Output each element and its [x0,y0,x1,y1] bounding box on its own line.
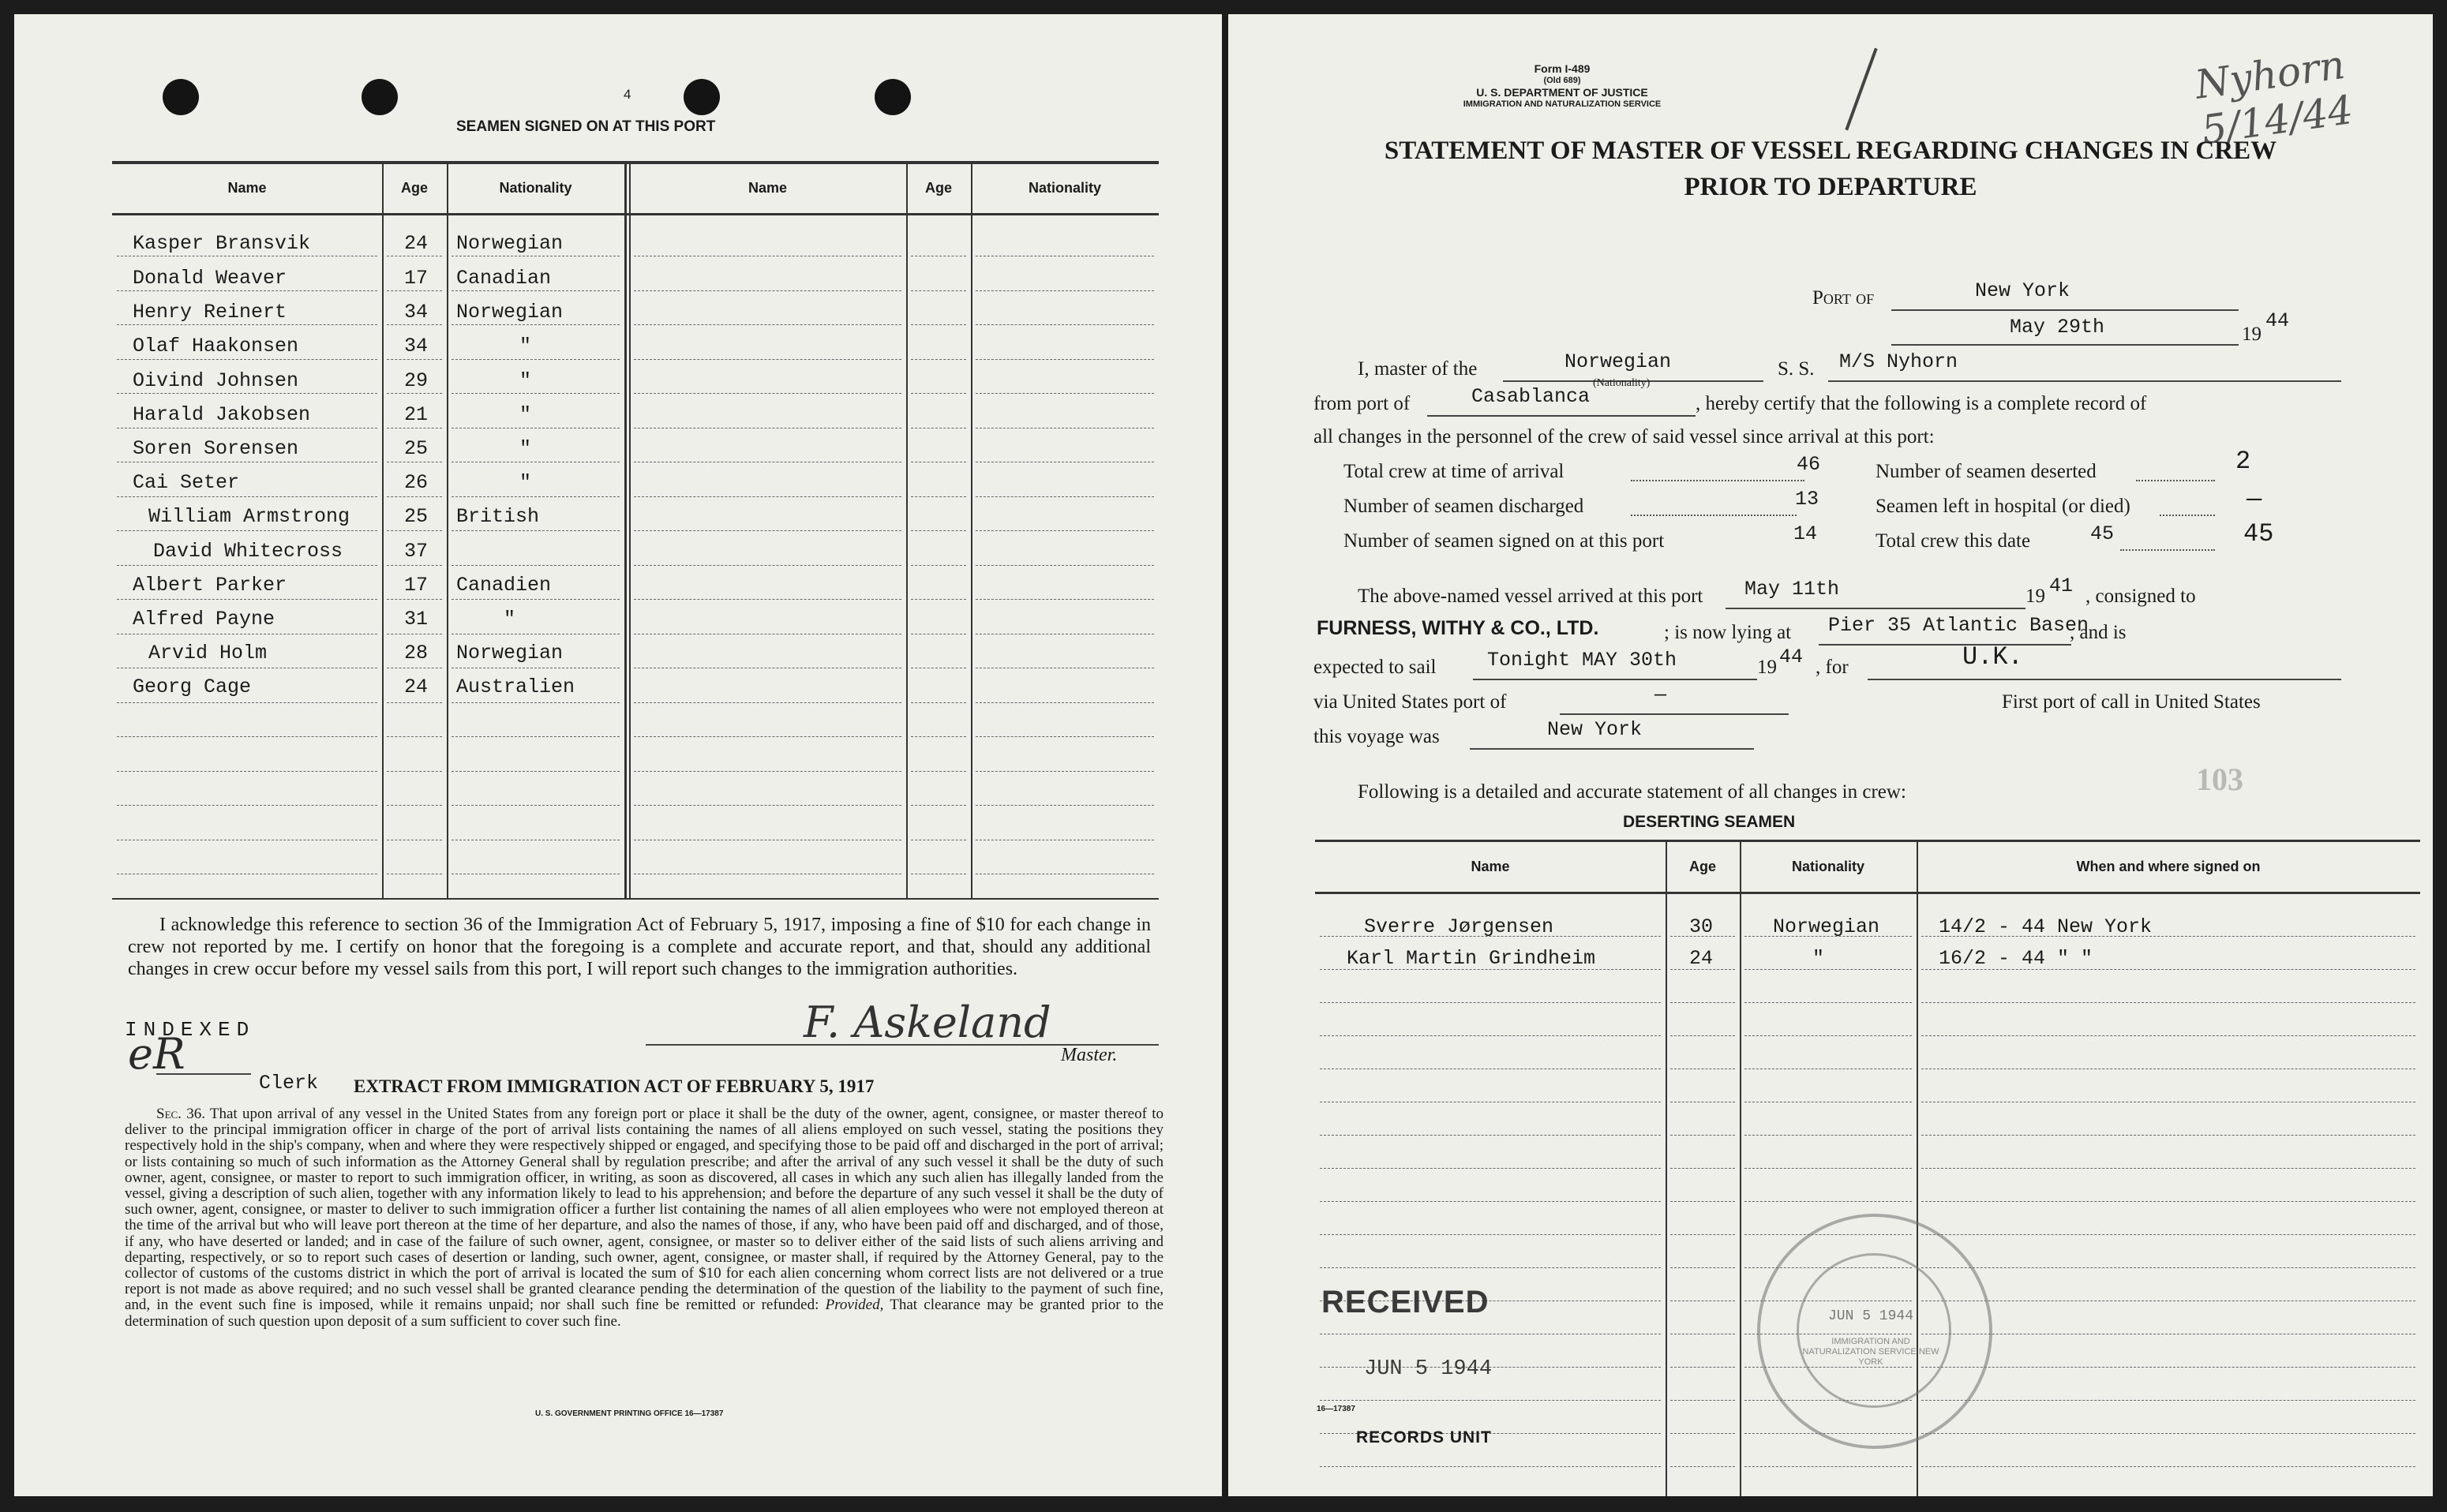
table-rule [1921,1168,2415,1169]
discharged-label: Number of seamen discharged [1343,496,1584,517]
seaman-name: Arvid Holm [148,642,268,664]
table-rule [976,599,1154,600]
table-rule [452,805,620,806]
first-port-label: First port of call in United States [2002,691,2261,713]
table-rule [387,805,442,806]
table-rule [911,565,966,566]
punch-hole [875,79,911,115]
table-rule [1744,1201,1912,1202]
nationality-value: Norwegian [1565,350,1672,373]
table-rule [634,771,901,772]
table-rule [634,599,901,600]
seaman-nationality: " [519,471,532,494]
table-rule [117,736,377,737]
section-title: SEAMEN SIGNED ON AT THIS PORT [456,118,716,135]
lying-label: ; is now lying at [1664,622,1792,643]
table-rule [1670,1433,1735,1434]
col-nationality: Nationality [499,180,572,196]
table-rule [1320,1168,1661,1169]
table-rule [117,393,377,394]
form-number: Form I-489 [1534,62,1591,75]
table-rule [634,530,901,531]
table-rule [117,565,377,566]
seaman-name: Oivind Johnsen [133,369,299,392]
table-rule [117,324,377,325]
table-rule [1921,1002,2415,1003]
table-rule [976,565,1154,566]
seaman-nationality: British [456,505,540,528]
table-rule [387,702,442,703]
faint-number: 103 [2196,762,2243,797]
arrived-label: The above-named vessel arrived at this port [1358,586,1703,607]
via-value: — [1654,683,1667,706]
punch-hole [684,79,720,115]
master-label: Master. [1061,1045,1118,1065]
table-rule [1320,1035,1661,1036]
table-rule [452,530,620,531]
table-rule [976,290,1154,291]
seaman-nationality: " [519,369,532,392]
following-label: Following is a detailed and accurate statement of all changes in crew: [1358,781,1906,803]
master-signature: F. Askeland [804,997,1051,1047]
table-rule [1921,1367,2415,1368]
table-rule [387,736,442,737]
desert-col-name: Name [1471,859,1510,874]
nationality-caption: (Nationality) [1593,377,1651,389]
discharged-value: 13 [1795,488,1819,511]
seaman-name: Donald Weaver [133,267,287,290]
table-rule [387,496,442,497]
certify-text-2: all changes in the personnel of the crew of said vessel since arrival at this port: [1313,426,1935,447]
from-port-value: Casablanca [1471,385,1591,408]
deserter-name: Karl Martin Grindheim [1347,947,1596,970]
table-rule [452,290,620,291]
table-rule [1320,1135,1661,1136]
table-rule [911,324,966,325]
table-rule [117,530,377,531]
ss-label: S. S. [1778,358,1815,380]
seaman-age: 26 [404,471,429,494]
deserter-nationality: Norwegian [1773,915,1880,938]
table-rule [634,805,901,806]
table-rule [1921,1201,2415,1202]
hospital-label: Seamen left in hospital (or died) [1876,496,2130,517]
table-rule [1921,1135,2415,1136]
desert-col-signed: When and where signed on [2076,859,2261,874]
crew-arrival-value: 46 [1797,453,1821,476]
seaman-name: Georg Cage [133,676,252,698]
signed-on-value: 14 [1793,522,1818,545]
desert-col-nationality: Nationality [1791,859,1864,874]
table-rule [387,428,442,429]
table-rule [1921,1267,2415,1268]
deserter-signed: 14/2 - 44 New York [1939,915,2153,938]
table-rule [634,393,901,394]
seaman-nationality: " [519,437,532,460]
table-rule [976,530,1154,531]
table-rule [1670,1002,1735,1003]
col-nationality-2: Nationality [1028,180,1101,196]
certify-text: , hereby certify that the following is a complete record of [1696,393,2147,414]
seaman-name: William Armstrong [148,505,350,528]
table-rule [634,428,901,429]
table-rule [117,702,377,703]
total-today-margin: 45 [2243,519,2274,548]
acknowledgement-text: I acknowledge this reference to section 36 of the Immigration Act of February 5, 1917, imposing a fine of $10 for each change in crew not reported by me. I certify on honor that the foregoing is a complete and accurate report, and that, should any additional changes in crew occur before my vessel sails from this port, I will report such changes to the immigration authorities. [128,915,1151,979]
table-rule [1670,1267,1735,1268]
seaman-name: David Whitecross [153,540,343,563]
seaman-name: Henry Reinert [133,301,287,324]
table-rule [634,290,901,291]
table-rule [452,599,620,600]
consigned-label: , consigned to [2085,586,2196,607]
table-rule [117,290,377,291]
expected-label: expected to sail [1313,657,1437,678]
form-title [1228,133,2433,205]
and-is-label: , and is [2070,622,2127,643]
table-rule [1320,1234,1661,1235]
table-rule [452,393,620,394]
deserter-age: 30 [1689,915,1714,938]
seaman-age: 34 [404,335,429,357]
hospital-value: — [2247,485,2262,514]
table-rule [634,565,901,566]
clerk-initials-mark: eR [128,1029,185,1079]
col-age-2: Age [924,180,952,196]
table-rule [634,736,901,737]
table-rule [976,771,1154,772]
table-rule [452,496,620,497]
table-rule [1670,1135,1735,1136]
table-rule [976,496,1154,497]
table-rule [1744,1135,1912,1136]
table-rule [1320,1201,1661,1202]
table-rule [1670,1466,1735,1467]
seaman-age: 21 [404,403,429,426]
seaman-age: 29 [404,369,429,392]
table-rule [1670,1234,1735,1235]
table-rule [911,428,966,429]
table-rule [976,805,1154,806]
seaman-name: Albert Parker [133,574,287,597]
table-rule [117,359,377,360]
corner-note: Nyhorn 5/14/44 [2192,41,2356,154]
table-rule [452,771,620,772]
deserter-name: Sverre Jørgensen [1364,915,1554,938]
table-rule [1921,1035,2415,1036]
first-port-value: New York [1547,718,1643,741]
table-rule [387,771,442,772]
table-rule [634,359,901,360]
seaman-nationality: Canadian [456,267,552,290]
table-rule [1744,1002,1912,1003]
table-rule [452,702,620,703]
from-port-label: from port of [1313,393,1411,414]
extract-proviso: Provided, [825,1297,884,1314]
table-rule [1670,1400,1735,1401]
table-rule [387,324,442,325]
check-mark [1845,48,1877,131]
signed-on-label: Number of seamen signed on at this port [1343,530,1665,552]
table-rule [117,805,377,806]
deserting-title: DESERTING SEAMEN [1623,813,1796,831]
table-rule [911,496,966,497]
destination-value: U.K. [1962,642,2023,672]
table-rule [911,771,966,772]
seaman-nationality: Norwegian [456,642,564,664]
table-rule [976,324,1154,325]
seaman-nationality: Norwegian [456,301,564,324]
voyage-label: this voyage was [1313,726,1440,747]
table-rule [1320,1400,1661,1401]
table-rule [634,324,901,325]
clerk-label: Clerk [259,1072,319,1095]
table-rule [1320,1466,1661,1467]
left-page [14,14,1222,1496]
table-rule [911,359,966,360]
postmark-date: JUN 5 1944 [1827,1308,1914,1324]
table-rule [911,393,966,394]
table-rule [976,428,1154,429]
consignee: FURNESS, WITHY & CO., LTD. [1317,617,1599,639]
table-rule [911,736,966,737]
seaman-age: 31 [404,608,429,631]
right-page [1228,14,2433,1496]
table-rule [1320,1267,1661,1268]
expected-value: Tonight MAY 30th [1487,649,1677,672]
table-rule [1921,1400,2415,1401]
table-rule [1744,969,1912,970]
date-value: May 29th [2010,316,2105,339]
desert-col-age: Age [1688,859,1716,874]
table-rule [911,530,966,531]
seaman-age: 17 [404,574,429,597]
extract-body: That upon arrival of any vessel in the United States from any foreign port or place it shall be the duty of the owner, agent, consignee, or master thereof to deliver to the principal immigration officer in charge of the port of arrival lists containing the names of all aliens employed on such vessel, stating the positions they respectively hold in the ship's company, when and where they were respectively shipped or engaged, and specifying those to be paid off and discharged in the port of arrival; or lists containing so much of such information as the Attorney General shall by regulation prescribe; and after the arrival of any such vessel it shall be the duty of such owner, agent, consignee, or master to report to such immigration officer, in writing, as soon as discovered, all cases in which any such alien has illegally landed from the vessel, giving a description of such alien, together with any information likely to lead to his apprehension; and before the departure of any such vessel it shall be the duty of such owner, agent, consignee, or master to deliver to such immigration officer a further list containing the names of all alien employees who were not employed thereon at the time of the arrival but who will leave port thereon at the time of her departure, and also the names of those, if any, who have been paid off and discharged, and of those, if any, who have deserted or landed; and in case of the failure of such owner, agent, consignee, or master so to deliver either of the said lists of such aliens arriving and departing, respectively, or so to report such cases of desertion or landing, such owner, agent, consignee, or master shall, if required by the Attorney General, pay to the collector of customs of the customs district in which the port of arrival is located the sum of $10 for each alien concerning whom correct lists are not delivered or a true report is not made as above required; and no such vessel shall be granted clearance pending the determination of the question of the liability to the payment of such fine, and, in the event such fine is imposed, while it remains unpaid; nor shall such fine be remitted or refunded: [125,1106,1164,1314]
table-rule [387,393,442,394]
table-rule [976,359,1154,360]
table-rule [387,530,442,531]
seaman-name: Alfred Payne [133,608,275,631]
table-rule [452,359,620,360]
expected-year-value: 44 [1779,646,1804,668]
table-rule [911,702,966,703]
table-rule [387,565,442,566]
punch-hole [163,79,199,115]
table-rule [1744,1168,1912,1169]
table-rule [634,702,901,703]
immigration-postmark-inner [1797,1253,1951,1408]
deserter-age: 24 [1689,947,1714,970]
table-rule [911,805,966,806]
table-rule [117,599,377,600]
master-of-label: I, master of the [1358,358,1478,380]
seaman-age: 28 [404,642,429,664]
seaman-age: 37 [404,540,429,563]
seaman-nationality: Norwegian [456,232,564,255]
col-name-2: Name [748,180,788,196]
table-rule [1670,1201,1735,1202]
table-rule [1670,1035,1735,1036]
seaman-age: 24 [404,676,429,698]
table-rule [976,393,1154,394]
year-prefix: 19 [2242,324,2262,345]
page-number: 4 [624,87,631,102]
form-header [1377,63,1748,110]
table-rule [387,290,442,291]
seaman-name: Harald Jakobsen [133,403,311,426]
total-today-label: Total crew this date [1876,530,2031,552]
table-rule [452,324,620,325]
table-rule [387,599,442,600]
via-label: via United States port of [1313,691,1507,713]
seaman-age: 17 [404,267,429,290]
extract-end: That clearance may be granted prior to the determination of such question upon deposit of a sum sufficient to cover such fine. [125,1297,1164,1330]
table-rule [117,496,377,497]
year-suffix: 44 [2265,309,2290,332]
seaman-name: Olaf Haakonsen [133,335,299,357]
port-label: Port of [1812,287,1875,309]
seaman-nationality: " [519,335,532,357]
indexed-stamp: INDEXED [125,1018,256,1042]
form-code: 16—17387 [1317,1405,1355,1413]
ship-value: M/S Nyhorn [1839,350,1958,373]
service: IMMIGRATION AND NATURALIZATION SERVICE [1463,99,1662,109]
table-rule [976,736,1154,737]
table-rule [1921,1234,2415,1235]
table-rule [452,565,620,566]
seaman-name: Kasper Bransvik [133,232,311,255]
department: U. S. DEPARTMENT OF JUSTICE [1476,86,1648,99]
table-rule [634,496,901,497]
received-date: JUN 5 1944 [1364,1357,1493,1381]
table-rule [1320,1002,1661,1003]
title-line-2: PRIOR TO DEPARTURE [1684,173,1977,201]
table-rule [387,359,442,360]
seaman-age: 34 [404,301,429,324]
col-age: Age [400,180,428,196]
table-rule [1670,1168,1735,1169]
deserter-signed: 16/2 - 44 " " [1939,947,2093,970]
crew-arrival-label: Total crew at time of arrival [1343,461,1565,482]
form-old: (Old 689) [1543,76,1581,85]
table-rule [911,290,966,291]
records-unit: RECORDS UNIT [1356,1428,1492,1447]
seaman-age: 25 [404,437,429,460]
total-today-value: 45 [2090,522,2115,545]
table-rule [452,428,620,429]
deserted-value: 2 [2235,447,2251,476]
table-rule [1921,1466,2415,1467]
punch-hole [362,79,398,115]
seaman-name: Cai Seter [133,471,240,494]
extract-title: EXTRACT FROM IMMIGRATION ACT OF FEBRUARY 5, 1917 [354,1076,875,1096]
table-rule [1744,1466,1912,1467]
lying-at-value: Pier 35 Atlantic Basen [1828,614,2089,637]
arrived-value: May 11th [1744,578,1840,601]
deserter-nationality: " [1812,947,1825,970]
table-rule [911,599,966,600]
seaman-nationality: " [519,403,532,426]
extract-lead: Sec. 36. [156,1106,205,1122]
seaman-age: 24 [404,232,429,255]
table-rule [1670,1367,1735,1368]
table-rule [117,428,377,429]
seaman-name: Soren Sorensen [133,437,299,460]
table-rule [976,702,1154,703]
deserted-label: Number of seamen deserted [1876,461,2097,482]
received-stamp: RECEIVED [1321,1285,1490,1319]
port-value: New York [1975,279,2070,302]
col-name: Name [227,180,267,196]
table-rule [452,736,620,737]
postmark-arc: IMMIGRATION AND NATURALIZATION SERVICE NEW YORK [1802,1337,1939,1367]
for-label: , for [1816,657,1849,678]
seaman-nationality: Canadien [456,574,552,597]
table-rule [117,771,377,772]
seaman-nationality: " [504,608,516,631]
seaman-nationality: Australien [456,676,575,698]
arrived-year-value: 41 [2049,574,2074,597]
table-rule [1921,1433,2415,1434]
expected-year-prefix: 19 [1757,657,1777,678]
seaman-age: 25 [404,505,429,528]
arrived-year-prefix: 19 [2025,586,2045,607]
printing-office: U. S. GOVERNMENT PRINTING OFFICE 16—17387 [535,1409,724,1418]
extract-paragraph [125,1106,1164,1330]
table-rule [1744,1035,1912,1036]
title-line-1: STATEMENT OF MASTER OF VESSEL REGARDING CHANGES IN CREW [1384,137,2277,165]
